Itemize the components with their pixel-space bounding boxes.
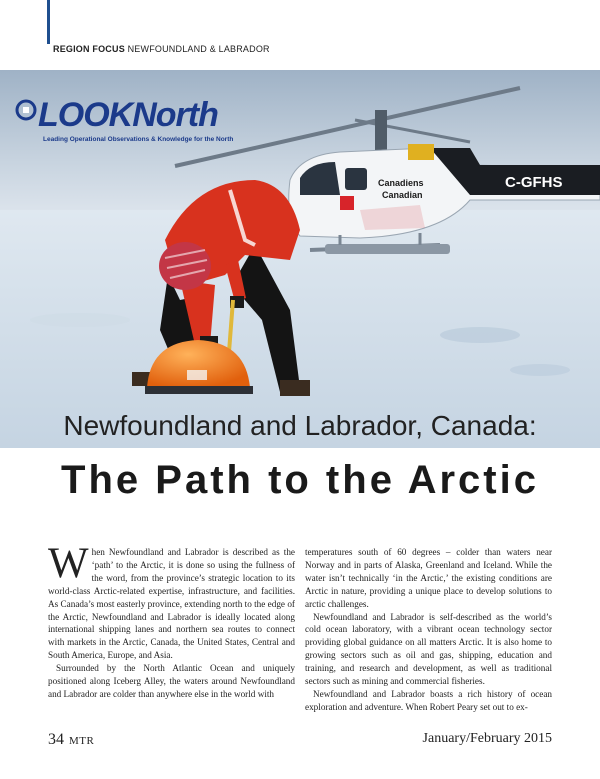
section-header	[53, 44, 270, 54]
article-title-line1: Newfoundland and Labrador, Canada:	[63, 410, 537, 441]
paragraph: temperatures south of 60 degrees – colder than waters near Norway and in parts of Alaska, Greenland and Iceland. While the water isn’t technically ‘in the Arctic,’ the existing conditions are Arctic in nature, providing a unique place to develop solutions to arctic challenges.	[305, 547, 552, 609]
helicopter-registration: C-GFHS	[505, 174, 563, 191]
page-footer	[48, 731, 94, 749]
article-title-line2: The Path to the Arctic	[61, 458, 539, 502]
looknorth-logo-icon	[14, 98, 38, 122]
section-region: NEWFOUNDLAND & LABRADOR	[127, 44, 270, 54]
livery-line1: Canadiens	[378, 178, 424, 188]
drop-cap: W	[48, 540, 89, 587]
airline-logo-icon	[340, 196, 354, 210]
livery-line2: Canadian	[382, 190, 423, 200]
header-accent-bar	[47, 0, 50, 44]
paragraph: Newfoundland and Labrador is self-described as the world’s cold ocean laboratory, with a vibrant ocean technology sector providing global guidance on all matters Arctic. It is also home to growing sectors such as oil and gas, shipping, education and training, and research and development, as well as traditional sectors such as mining and commercial fisheries.	[305, 611, 552, 687]
magazine-name: MTR	[69, 735, 95, 747]
looknorth-logo-text: LOOKNorth	[38, 96, 218, 134]
issue-date: January/February 2015	[422, 731, 552, 746]
paragraph: Newfoundland and Labrador boasts a rich history of ocean exploration and adventure. When Robert Peary set out to ex-	[305, 688, 552, 712]
paragraph	[48, 540, 295, 662]
paragraph-text: hen Newfoundland and Labrador is described as the ‘path’ to the Arctic, it is done so using the fullness of the word, from the province’s strategic location to its world-class Arctic-related expertise, infrastructure, and facilities. As Canada’s most easterly province, extending north to the edge of the Arctic, Newfoundland and Labrador is ideally located along international shipping lanes and northern sea routes to connect with markets in the Arctic, Canada, the United States, Central and South America, Europe, and Asia.	[48, 547, 295, 661]
knit-hat	[159, 242, 211, 290]
looknorth-tagline: Leading Operational Observations & Knowledge for the North	[43, 136, 234, 143]
article-column-left	[48, 540, 295, 701]
paragraph: Surrounded by the North Atlantic Ocean and uniquely positioned along Iceberg Alley, the waters around Newfoundland and Labrador are colder than anywhere else in the world with	[48, 663, 295, 699]
article-column-right	[305, 546, 552, 714]
page-number: 34	[48, 731, 64, 748]
section-label: REGION FOCUS	[53, 44, 125, 54]
